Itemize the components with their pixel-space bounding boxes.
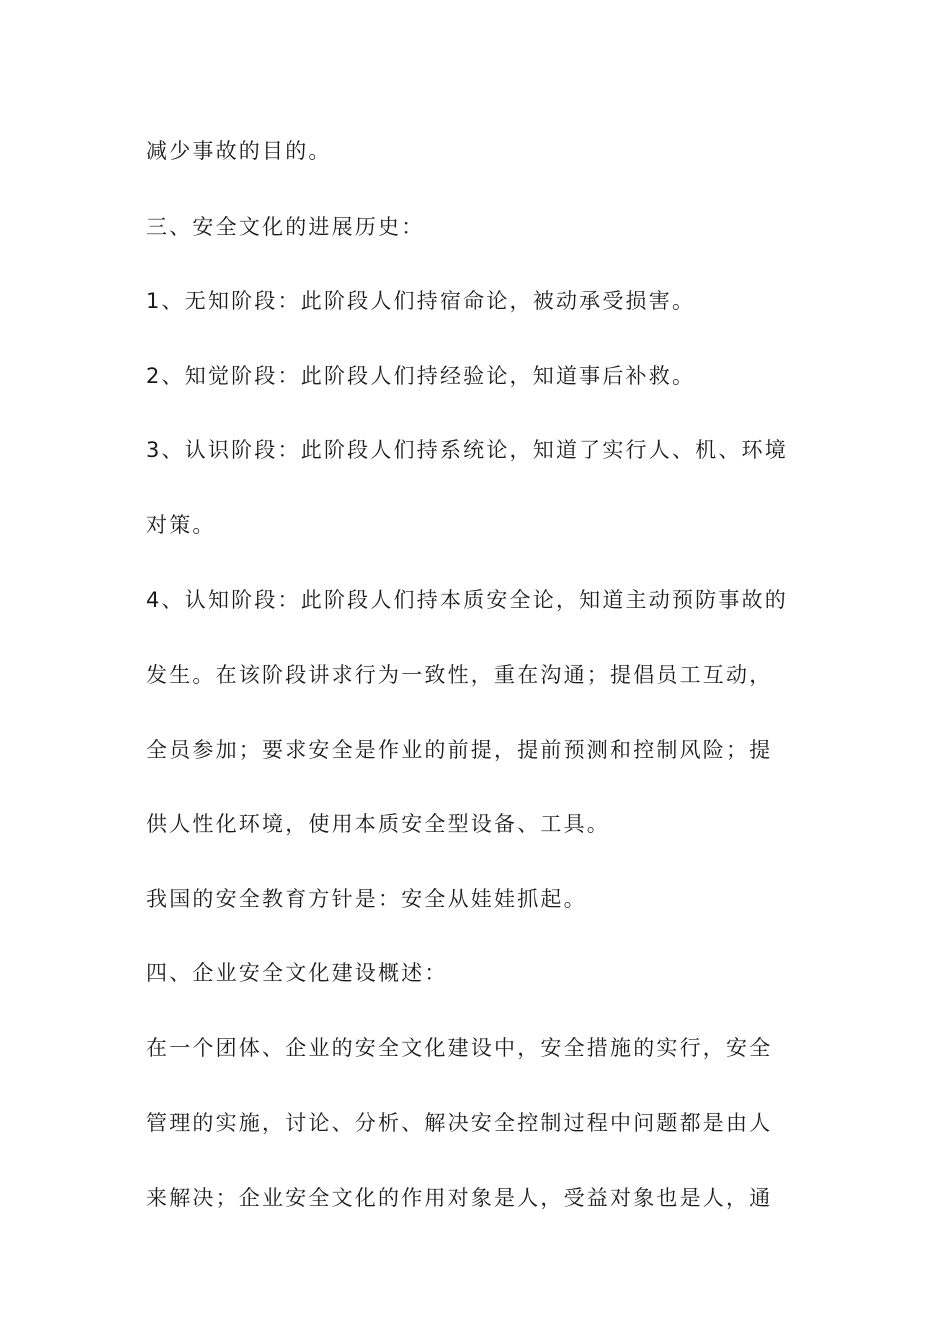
overview-paragraph-line-3: 来解决；企业安全文化的作用对象是人，受益对象也是人，通 (146, 1186, 773, 1210)
paragraph-continuation-line: 减少事故的目的。 (146, 139, 332, 163)
stage-4-continuation-line-2: 全员参加；要求安全是作业的前提，提前预测和控制风险；提 (146, 738, 773, 762)
stage-1-line: 1、无知阶段：此阶段人们持宿命论，被动承受损害。 (146, 289, 696, 313)
education-policy-line: 我国的安全教育方针是：安全从娃娃抓起。 (146, 887, 587, 911)
stage-4-line: 4、认知阶段：此阶段人们持本质安全论，知道主动预防事故的 (146, 588, 788, 612)
stage-3-line: 3、认识阶段：此阶段人们持系统论，知道了实行人、机、环境 (146, 438, 788, 462)
section-heading-overview: 四、企业安全文化建设概述： (146, 961, 448, 985)
stage-3-continuation-line: 对策。 (146, 513, 216, 537)
stage-4-continuation-line-1: 发生。在该阶段讲求行为一致性，重在沟通；提倡员工互动， (146, 663, 773, 687)
overview-paragraph-line-1: 在一个团体、企业的安全文化建设中，安全措施的实行，安全 (146, 1036, 773, 1060)
stage-2-line: 2、知觉阶段：此阶段人们持经验论，知道事后补救。 (146, 364, 696, 388)
stage-4-continuation-line-3: 供人性化环境，使用本质安全型设备、工具。 (146, 812, 610, 836)
section-heading-history: 三、安全文化的进展历史： (146, 215, 425, 239)
overview-paragraph-line-2: 管理的实施，讨论、分析、解决安全控制过程中问题都是由人 (146, 1111, 773, 1135)
